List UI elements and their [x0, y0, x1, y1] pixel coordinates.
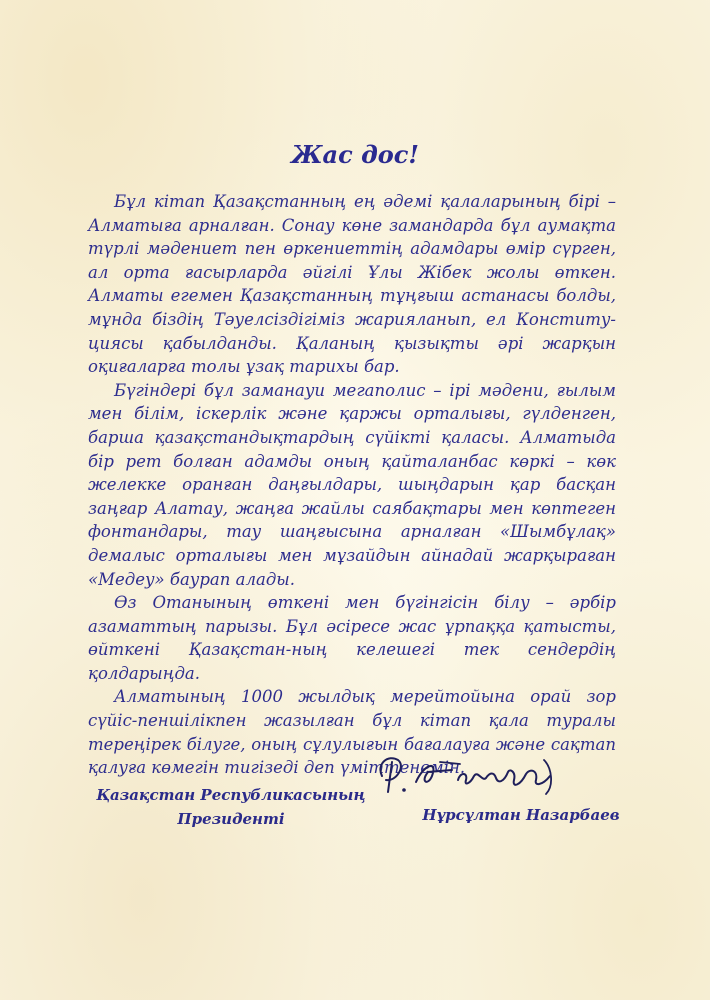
signatory-position — [96, 783, 366, 831]
paragraph-4: Алматының 1000 жылдық мерейтойына орай зор сүйіс-пеншілікпен жазылған бұл кітап қала туралы тереңірек білуге, оның сұлулығын бағалауға және сақтап қалуға көмегін тигізеді деп үміттенемін. — [88, 687, 616, 778]
letter-greeting: Жас дос! — [291, 140, 419, 169]
paragraph-1: Бұл кітап Қазақстанның ең әдемі қалаларының бірі – Алматыға арналған. Сонау көне замандарда бұл аумақта түрлі мәдениет пен өркениеттің адамдары өмір сүрген, ал орта ғасырларда әйгілі Ұлы Жібек жолы өткен. Алматы егемен Қазақстанның тұңғыш астанасы болды, мұнда біздің Тәуелсіздігіміз жарияланып, ел Конститу-циясы қабылданды. Қаланың қызықты әрі жарқын оқиғаларға толы ұзақ тарихы бар. — [88, 192, 616, 377]
signatory-name: Нұрсұлтан Назарбаев — [422, 806, 620, 824]
letter-body — [88, 190, 616, 780]
handwritten-signature — [368, 742, 578, 802]
paragraph-2: Бүгіндері бұл заманауи мегаполис – ірі мәдени, ғылым мен білім, іскерлік және қаржы орталығы, гүлденген, барша қазақстандықтардың сүйікті қаласы. Алматыда бір рет болған адамды оның қайталанбас көркі – көк желекке оранған даңғылдары, шыңдарын қар басқан заңғар Алатау, жаңға жайлы саябақтары мен көптеген фонтандары, тау шаңғысына арналған «Шымбұлақ» демалыс орталығы мен мұзайдын айнадай жарқыраған «Медеу» баурап алады. — [88, 380, 616, 589]
paragraph-3: Өз Отанының өткені мен бүгінгісін білу – әрбір азаматтың парызы. Бұл әсіресе жас ұрпаққа қатысты, өйткені Қазақстан-ның келешегі тек сендердің қолдарыңда. — [88, 593, 616, 683]
position-line-2: Президенті — [177, 810, 285, 828]
position-line-1: Қазақстан Республикасының — [96, 786, 366, 804]
